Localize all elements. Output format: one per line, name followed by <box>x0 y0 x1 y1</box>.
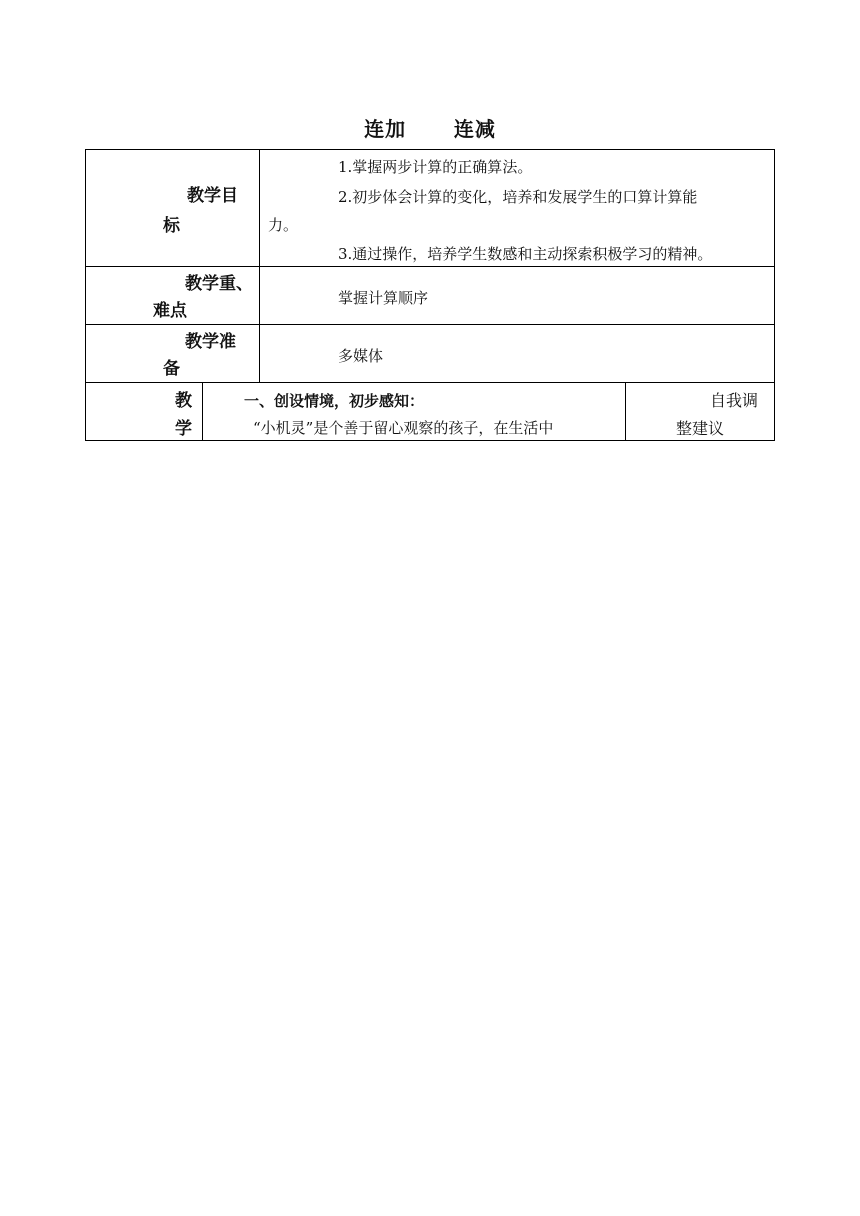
process-label-line1: 教 <box>175 391 192 411</box>
process-label-line2: 学 <box>175 419 192 439</box>
objective-item-1: 1.掌握两步计算的正确算法。 <box>338 158 533 176</box>
objective-item-3: 3.通过操作，培养学生数感和主动探索积极学习的精神。 <box>338 245 713 263</box>
key-points-label-line1: 教学重、 <box>185 274 253 294</box>
row-divider <box>85 324 775 325</box>
key-points-label-line2: 难点 <box>153 301 187 321</box>
preparation-label-line1: 教学准 <box>185 332 236 352</box>
adjustment-label-line2: 整建议 <box>676 419 725 438</box>
preparation-label-line2: 备 <box>163 359 180 379</box>
column-divider <box>202 382 203 441</box>
row-divider <box>85 382 775 383</box>
page-title: 连加 连减 <box>364 117 496 141</box>
key-points-content: 掌握计算顺序 <box>338 289 429 307</box>
objectives-label-line1: 教学目 <box>187 186 238 206</box>
column-divider <box>259 149 260 382</box>
process-paragraph: “小机灵”是个善于留心观察的孩子，在生活中 <box>253 419 554 437</box>
preparation-content: 多媒体 <box>338 347 384 365</box>
process-heading: 一、创设情境，初步感知： <box>244 392 425 410</box>
objective-item-2-continued: 力。 <box>268 216 299 234</box>
column-divider <box>625 382 626 441</box>
adjustment-label-line1: 自我调 <box>710 391 759 410</box>
objective-item-2: 2.初步体会计算的变化，培养和发展学生的口算计算能 <box>338 188 698 206</box>
objectives-label-line2: 标 <box>163 216 180 236</box>
row-divider <box>85 266 775 267</box>
